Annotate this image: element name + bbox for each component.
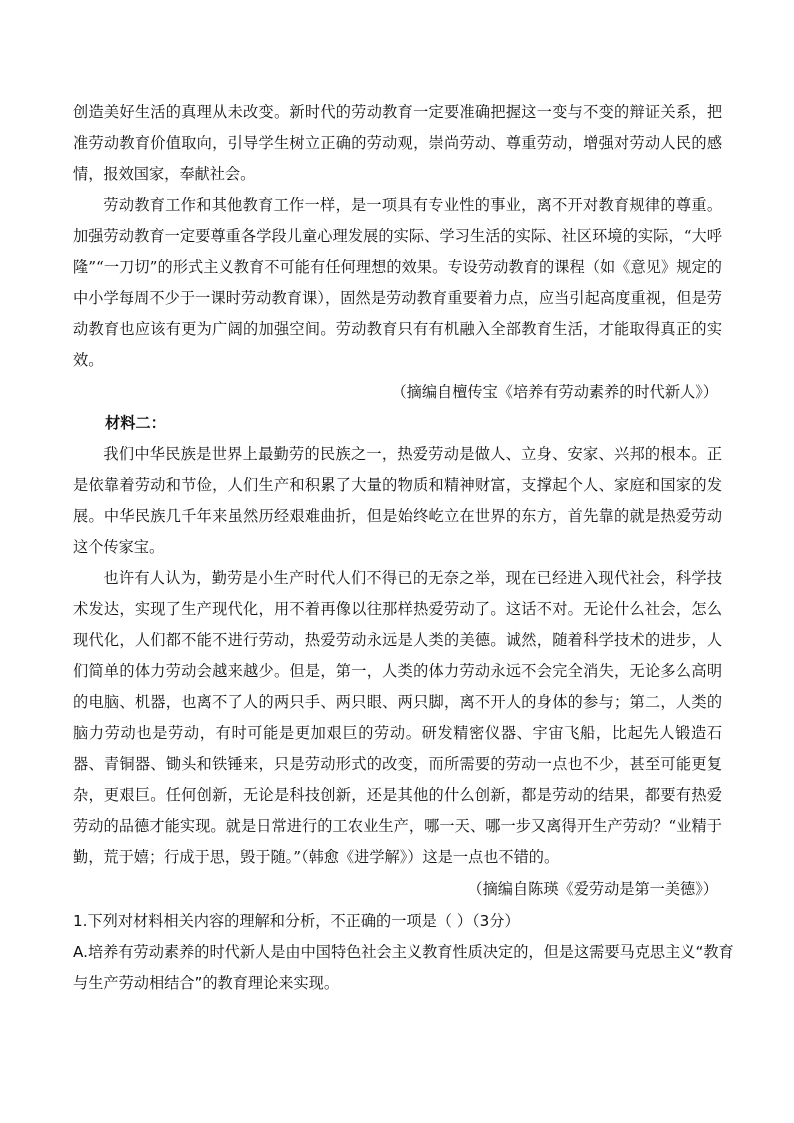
question-1-stem: 1.下列对材料相关内容的理解和分析，不正确的一项是（ ）（3分） bbox=[73, 912, 520, 930]
material1-paragraph-continued: 创造美好生活的真理从未改变。新时代的劳动教育一定要准确把握这一变与不变的辩证关系，把准劳动教育价值取向，引导学生树立正确的劳动观，崇尚劳动、尊重劳动，增强对劳动人民的感情，报效国家，奉献社会。 bbox=[73, 103, 722, 183]
material2-source: （摘编自陈瑛《爱劳动是第一美德》） bbox=[467, 880, 718, 898]
question-1-option-a: A.培养有劳动素养的时代新人是由中国特色社会主义教育性质决定的，但是这需要马克思主义“教育与生产劳动相结合”的教育理论来实现。 bbox=[73, 943, 734, 992]
material2-heading: 材料二： bbox=[105, 414, 166, 432]
material2-paragraph-1: 我们中华民族是世界上最勤劳的民族之一，热爱劳动是做人、立身、安家、兴邦的根本。正是依靠着劳动和节俭，人们生产和积累了大量的物质和精神财富，支撑起个人、家庭和国家的发展。中华民族几千年来虽然历经艰难曲折，但是始终屹立在世界的东方，首先靠的就是热爱劳动这个传家宝。 bbox=[73, 445, 722, 556]
material1-paragraph-2: 劳动教育工作和其他教育工作一样，是一项具有专业性的事业，离不开对教育规律的尊重。加强劳动教育一定要尊重各学段儿童心理发展的实际、学习生活的实际、社区环境的实际，“大呼隆”“一刀切”的形式主义教育不可能有任何理想的效果。专设劳动教育的课程（如《意见》规定的中小学每周不少于一课时劳动教育课），固然是劳动教育重要着力点，应当引起高度重视，但是劳动教育也应该有更为广阔的加强空间。劳动教育只有有机融入全部教育生活，才能取得真正的实效。 bbox=[73, 196, 722, 369]
material1-source: （摘编自檀传宝《培养有劳动素养的时代新人》） bbox=[391, 383, 718, 401]
material2-paragraph-2: 也许有人认为，勤劳是小生产时代人们不得已的无奈之举，现在已经进入现代社会，科学技术发达，实现了生产现代化，用不着再像以往那样热爱劳动了。这话不对。无论什么社会，怎么现代化，人们都不能不进行劳动，热爱劳动永远是人类的美德。诚然，随着科学技术的进步，人们简单的体力劳动会越来越少。但是，第一，人类的体力劳动永远不会完全消失，无论多么高明的电脑、机器，也离不了人的两只手、两只眼、两只脚，离不开人的身体的参与；第二，人类的脑力劳动也是劳动，有时可能是更加艰巨的劳动。研发精密仪器、宇宙飞船，比起先人锻造石器、青铜器、锄头和铁锤来，只是劳动形式的改变，而所需要的劳动一点也不少，甚至可能更复杂，更艰巨。任何创新，无论是科技创新，还是其他的什么创新，都是劳动的结果，都要有热爱劳动的品德才能实现。就是日常进行的工农业生产，哪一天、哪一步又离得开生产劳动？“业精于勤，荒于嬉；行成于思，毁于随。”（韩愈《进学解》）这是一点也不错的。 bbox=[73, 569, 722, 866]
